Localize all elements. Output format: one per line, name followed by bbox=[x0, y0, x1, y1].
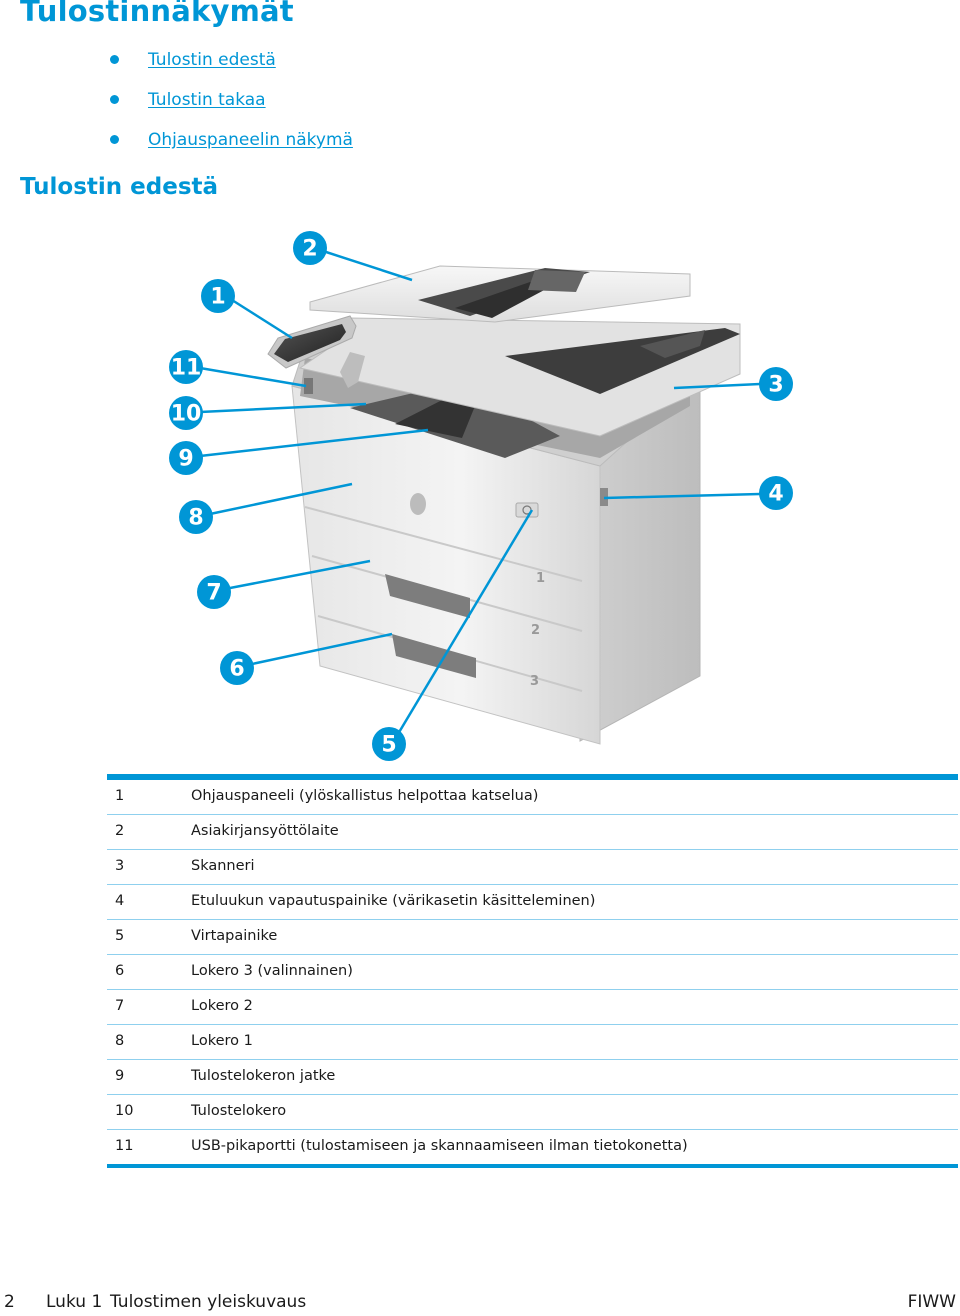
tray-number-3: 3 bbox=[530, 674, 540, 689]
callout-label-2: 2 bbox=[302, 236, 318, 262]
callout-label-6: 6 bbox=[229, 656, 245, 682]
item-number: 6 bbox=[115, 963, 125, 979]
printer-body bbox=[268, 266, 740, 744]
item-description: Ohjauspaneeli (ylöskallistus helpottaa katselua) bbox=[191, 788, 539, 804]
item-description: USB-pikaportti (tulostamiseen ja skannaamiseen ilman tietokonetta) bbox=[191, 1138, 688, 1154]
callout-label-1: 1 bbox=[210, 284, 226, 310]
callout-1 bbox=[201, 279, 235, 313]
callout-label-11: 11 bbox=[170, 355, 202, 381]
power-button bbox=[516, 503, 538, 517]
item-number: 8 bbox=[115, 1033, 125, 1049]
item-description: Lokero 3 (valinnainen) bbox=[191, 963, 353, 979]
printer-front-figure bbox=[0, 226, 960, 774]
item-number: 1 bbox=[115, 788, 125, 804]
table-row bbox=[107, 920, 958, 955]
page-footer bbox=[0, 1290, 960, 1316]
item-description: Skanneri bbox=[191, 858, 255, 874]
table-row bbox=[107, 1095, 958, 1130]
item-description: Tulostelokeron jatke bbox=[191, 1068, 336, 1084]
table-row bbox=[107, 850, 958, 885]
callout-label-7: 7 bbox=[206, 580, 222, 606]
link-control-panel-view[interactable]: Ohjauspaneelin näkymä bbox=[148, 130, 353, 150]
toc-item bbox=[106, 48, 353, 88]
table-row bbox=[107, 955, 958, 990]
table-row bbox=[107, 815, 958, 850]
item-number: 7 bbox=[115, 998, 125, 1014]
callout-8 bbox=[179, 500, 213, 534]
callout-6 bbox=[220, 651, 254, 685]
item-number: 11 bbox=[115, 1138, 134, 1154]
bullet-icon bbox=[110, 135, 119, 144]
tray-number-2: 2 bbox=[531, 623, 541, 638]
item-description: Lokero 2 bbox=[191, 998, 253, 1014]
callout-4 bbox=[759, 476, 793, 510]
item-description: Virtapainike bbox=[191, 928, 278, 944]
item-number: 10 bbox=[115, 1103, 134, 1119]
item-description: Etuluukun vapautuspainike (värikasetin käsitteleminen) bbox=[191, 893, 596, 909]
item-number: 2 bbox=[115, 823, 125, 839]
chapter-label: Luku 1 bbox=[46, 1292, 103, 1312]
legend-table bbox=[107, 774, 958, 1168]
bullet-icon bbox=[110, 95, 119, 104]
printer-illustration bbox=[0, 226, 960, 774]
callout-label-8: 8 bbox=[188, 505, 204, 531]
table-row bbox=[107, 990, 958, 1025]
callout-2 bbox=[293, 231, 327, 265]
table-row bbox=[107, 1060, 958, 1095]
callout-label-9: 9 bbox=[178, 446, 194, 472]
section-link-list bbox=[106, 48, 353, 168]
callout-label-4: 4 bbox=[768, 481, 784, 507]
bullet-icon bbox=[110, 55, 119, 64]
item-number: 5 bbox=[115, 928, 125, 944]
page-number: 2 bbox=[4, 1292, 15, 1312]
toc-item bbox=[106, 128, 353, 168]
item-description: Asiakirjansyöttölaite bbox=[191, 823, 339, 839]
table-row bbox=[107, 780, 958, 815]
callout-7 bbox=[197, 575, 231, 609]
section-title: Tulostin edestä bbox=[20, 174, 219, 200]
table-row bbox=[107, 1025, 958, 1060]
toc-item bbox=[106, 88, 353, 128]
callout-11 bbox=[169, 350, 203, 384]
link-printer-front[interactable]: Tulostin edestä bbox=[148, 50, 276, 70]
tray-number-1: 1 bbox=[536, 571, 546, 586]
item-number: 4 bbox=[115, 893, 125, 909]
callout-10 bbox=[169, 396, 203, 430]
table-row bbox=[107, 885, 958, 920]
callout-label-3: 3 bbox=[768, 372, 784, 398]
callout-9 bbox=[169, 441, 203, 475]
item-description: Lokero 1 bbox=[191, 1033, 253, 1049]
edition-code: FIWW bbox=[907, 1292, 956, 1312]
callout-label-10: 10 bbox=[170, 401, 202, 427]
callout-5 bbox=[372, 727, 406, 761]
callout-3 bbox=[759, 367, 793, 401]
item-number: 3 bbox=[115, 858, 125, 874]
item-number: 9 bbox=[115, 1068, 125, 1084]
callout-label-5: 5 bbox=[381, 732, 397, 758]
table-row bbox=[107, 1130, 958, 1168]
page-title: Tulostinnäkymät bbox=[20, 0, 294, 28]
chapter-title: Tulostimen yleiskuvaus bbox=[110, 1292, 307, 1312]
link-printer-back[interactable]: Tulostin takaa bbox=[148, 90, 266, 110]
item-description: Tulostelokero bbox=[191, 1103, 287, 1119]
hp-logo-icon bbox=[410, 493, 426, 515]
